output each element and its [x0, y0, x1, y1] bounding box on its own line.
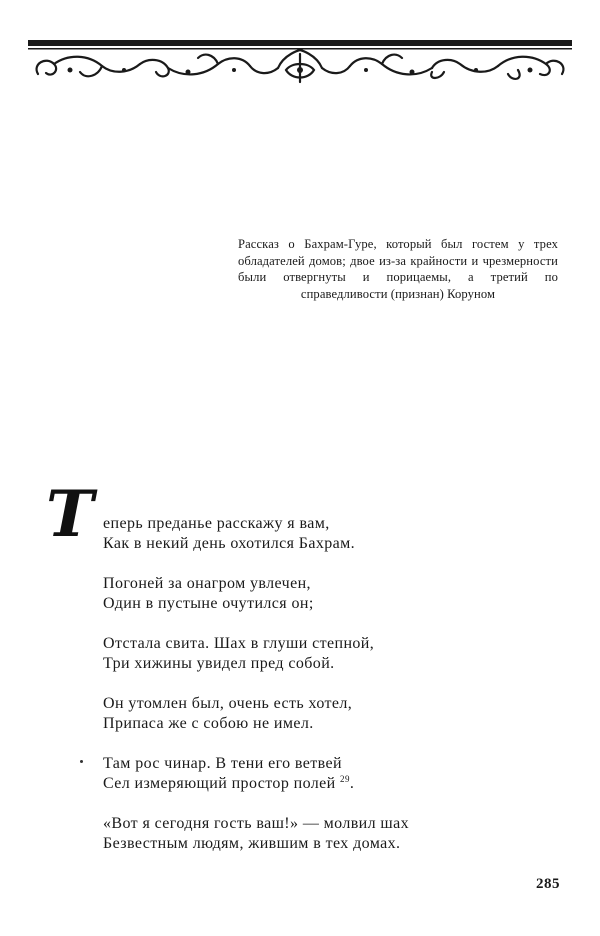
- stanza: [103, 754, 523, 794]
- poem-line: еперь преданье расскажу я вам,: [103, 515, 330, 532]
- poem-body: [103, 514, 523, 874]
- poem-line: Безвестным людям, жившим в тех домах.: [103, 835, 401, 852]
- footnote-marker[interactable]: 29: [340, 774, 350, 784]
- poem-line: Припаса же с собою не имел.: [103, 715, 314, 732]
- poem-line: Там рос чинар. В тени его ветвей: [103, 755, 343, 772]
- poem-line: Погоней за онагром увлечен,: [103, 575, 311, 592]
- poem-line: Он утомлен был, очень есть хотел,: [103, 695, 353, 712]
- stanza: [103, 514, 523, 554]
- poem-line: Отстала свита. Шах в глуши степной,: [103, 635, 375, 652]
- poem-line-text: Сел измеряющий простор полей: [103, 775, 336, 792]
- poem-line: Один в пустыне очутился он;: [103, 595, 314, 612]
- dropcap-letter: Т: [46, 478, 94, 542]
- stanza: [103, 634, 523, 674]
- poem-line: Как в некий день охотился Бахрам.: [103, 535, 356, 552]
- decorative-header-ornament: [28, 40, 572, 86]
- poem-line: Сел измеряющий простор полей $^{29}$.: [103, 774, 355, 792]
- print-speck: [80, 760, 83, 763]
- decorative-dropcap: [44, 478, 104, 542]
- stanza: [103, 574, 523, 614]
- poem-line: «Вот я сегодня гость ваш!» — молвил шах: [103, 815, 410, 832]
- poem-line: Три хижины увидел пред собой.: [103, 655, 335, 672]
- stanza: [103, 694, 523, 734]
- page-number: 285: [536, 876, 560, 892]
- chapter-epigraph: Рассказ о Бахрам-Гуре, который был гостем у трех обладателей домов; двое из-за крайности и чрезмерности были отвергнуты и порицаемы, а третий по справедливости (признан) Коруном: [238, 237, 558, 301]
- stanza: [103, 814, 523, 854]
